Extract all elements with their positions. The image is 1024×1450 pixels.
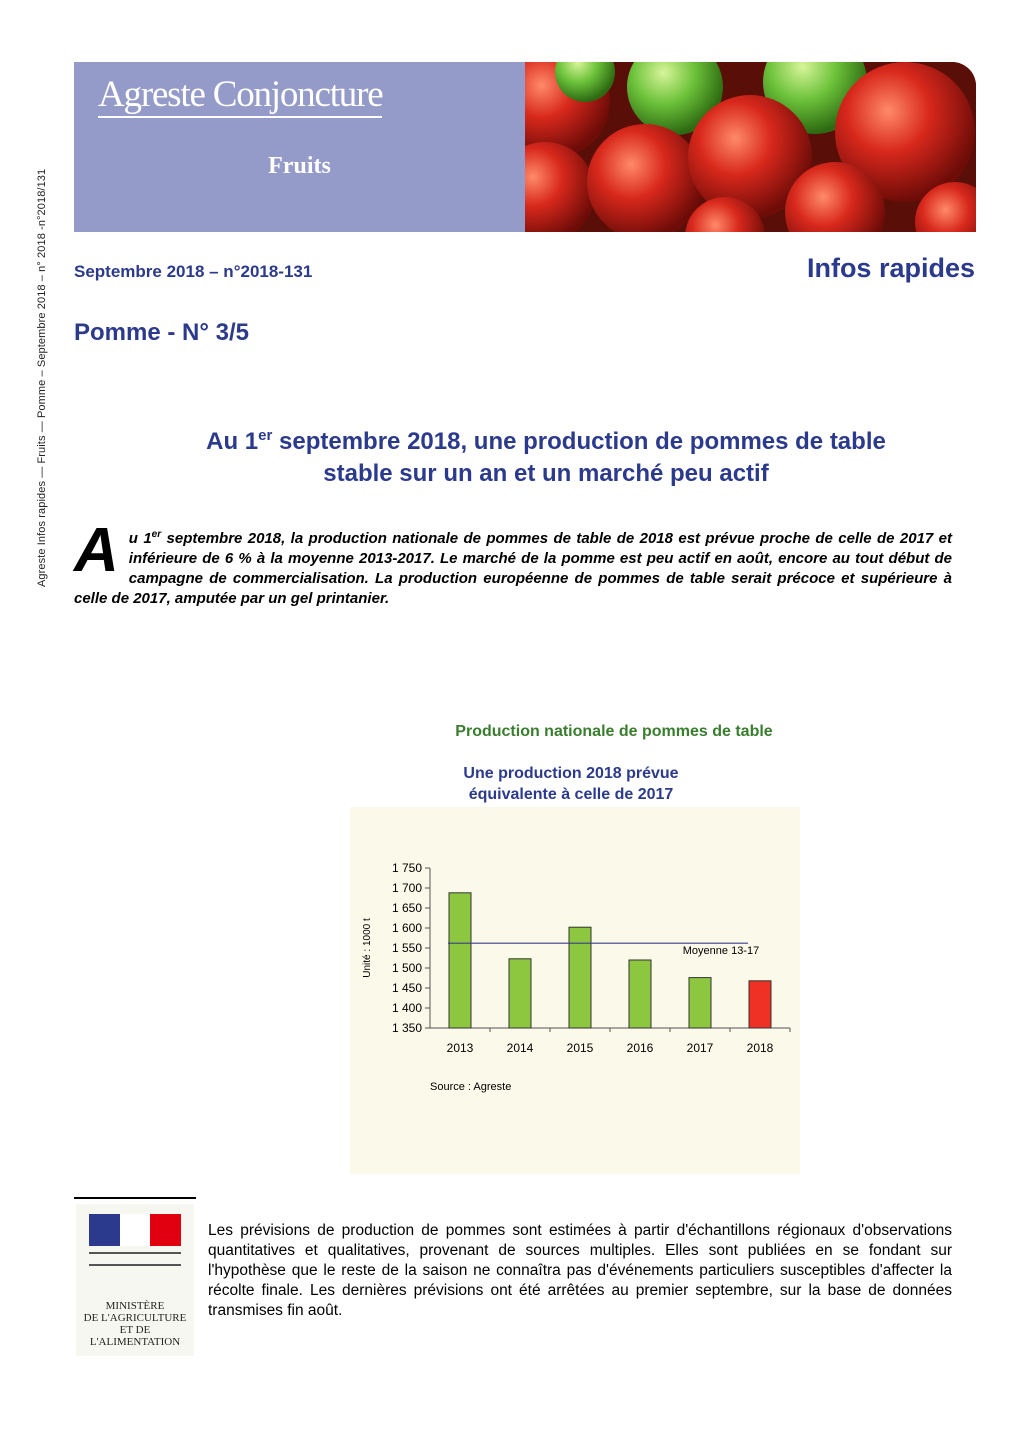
y-tick-label: 1 650 [391,901,422,915]
chart-source: Source : Agreste [430,1081,512,1093]
bar-2013 [449,893,471,1028]
bar-2018 [749,981,771,1028]
headline-sup: er [258,427,273,444]
lead-sup: er [151,529,162,540]
x-tick-label: 2017 [686,1041,714,1055]
x-tick-label: 2014 [506,1041,534,1055]
apples-photo [525,62,976,232]
bar-2017 [689,978,711,1028]
y-axis-label: Unité : 1000 t [362,918,373,978]
ministry-line-2: DE L'AGRICULTURE [83,1312,187,1324]
x-tick-label: 2013 [446,1041,474,1055]
header-banner [74,62,976,232]
subject-title: Pomme - N° 3/5 [74,319,249,346]
ministry-line-3: ET DE [119,1324,151,1336]
logo-motto-line [89,1252,181,1254]
y-tick-label: 1 500 [391,961,422,975]
y-tick-label: 1 750 [391,861,422,875]
ministry-name [78,1300,192,1348]
x-tick-label: 2018 [746,1041,774,1055]
drop-cap: A [74,516,119,585]
x-tick-label: 2016 [626,1041,654,1055]
bar-2014 [509,959,531,1028]
y-tick-label: 1 550 [391,941,422,955]
brand-title: Agreste Conjoncture [98,76,382,118]
lead-part1: u 1 [128,530,152,547]
chart-title: Une production 2018 prévue équivalente à celle de 2017 [463,765,679,803]
bar-2015 [569,927,591,1028]
ministry-line-1: MINISTÈRE [105,1300,165,1312]
ministry-line-4: L'ALIMENTATION [89,1336,181,1348]
y-tick-label: 1 600 [391,921,422,935]
vertical-sidebar-text: Agreste Infos rapides — Fruits — Pomme – Septembre 2018 – n° 2018 -n°2018/131 [36,168,48,587]
methodology-note: Les prévisions de production de pommes sont estimées à partir d'échantillons régionaux d'observations quantitatives et qualitatives, provenant de sources multiples. Elles sont publiées en se fondant sur l'hypothèse que le reste de la saison ne connaîtra pas d'événements particuliers susceptibles d'affecter la récolte finale. Les dernières prévisions ont été arrêtées au premier septembre, sur la base de données transmises fin août. [208,1222,952,1319]
issue-date-number: Septembre 2018 – n°2018-131 [74,262,313,281]
chart-section-title: Production nationale de pommes de table [455,723,773,740]
logo-republic-line [89,1264,181,1266]
headline [74,420,1018,490]
y-tick-label: 1 700 [391,881,422,895]
lead-paragraph [74,516,952,609]
banner-section-label: Fruits [268,153,331,179]
bar-2016 [629,960,651,1028]
y-tick-label: 1 400 [391,1001,422,1015]
lead-part2: septembre 2018, la production nationale de pommes de table de 2018 est prévue proche de celle de 2017 et inférieure de 6 % à la moyenne 2013-2017. Le marché de la pomme est peu actif en août, encore au tout début de campagne de commercialisation. La production européenne de pommes de table serait précoce et supérieure à celle de 2017, amputée par un gel printanier. [74,530,952,607]
footer-divider [74,1197,196,1199]
average-line-label: Moyenne 13-17 [682,945,760,958]
bar-chart [350,807,800,1174]
banner-title-panel [74,62,525,232]
chart-panel [350,807,800,1174]
y-tick-label: 1 450 [391,981,422,995]
ministry-logo [76,1204,194,1356]
headline-line2: stable sur un an et un marché peu actif [323,460,769,487]
headline-part2: septembre 2018, une production de pommes de table [272,428,886,455]
apples-illustration [525,62,976,232]
flag-emblem [89,1214,181,1246]
headline-part1: Au 1 [206,428,259,455]
x-tick-label: 2015 [566,1041,594,1055]
publication-type: Infos rapides [806,253,975,283]
y-tick-label: 1 350 [391,1021,422,1035]
